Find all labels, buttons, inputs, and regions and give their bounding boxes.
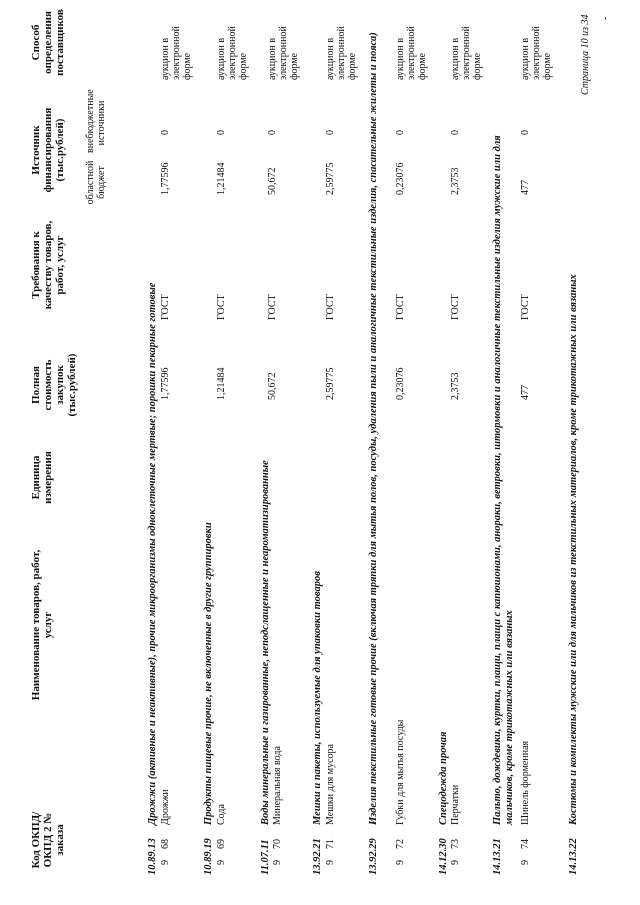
group-code: 14.13.21: [492, 838, 503, 875]
row-num: 9: [272, 860, 283, 865]
row-num: 9: [395, 860, 406, 865]
row-total: 2,3753: [450, 372, 461, 400]
header-source: Источник финансирования (тыс.рублей): [30, 107, 66, 193]
group-code: 14.12.30: [438, 838, 449, 875]
header-code: Код ОКПД/ ОКПД 2 № заказа: [30, 811, 66, 869]
row-total: 50,672: [267, 372, 278, 400]
row-method: аукцион в электронной форме: [325, 26, 358, 80]
row-method: аукцион в электронной форме: [160, 26, 193, 80]
row-total: 1,77596: [160, 367, 171, 400]
row-req: ГОСТ: [267, 294, 278, 320]
header-source-extra: внебюджетные источники: [85, 89, 107, 153]
row-order: 68: [160, 839, 171, 849]
row-regional: 2,59775: [325, 162, 336, 195]
row-order: 71: [325, 839, 336, 849]
row-regional: 50,672: [267, 167, 278, 195]
row-extra: 0: [267, 130, 278, 135]
row-name: Минеральная вода: [272, 746, 283, 825]
row-order: 74: [520, 839, 531, 849]
row-req: ГОСТ: [325, 294, 336, 320]
corner-mark: -: [600, 16, 611, 20]
row-method: аукцион в электронной форме: [395, 26, 428, 80]
row-extra: 0: [520, 130, 531, 135]
row-total: 1,21484: [216, 367, 227, 400]
row-regional: 2,3753: [450, 167, 461, 195]
row-method: аукцион в электронной форме: [216, 26, 249, 80]
row-order: 72: [395, 839, 406, 849]
row-extra: 0: [450, 130, 461, 135]
row-extra: 0: [160, 130, 171, 135]
header-requirements: Требования к качеству товаров, работ, услуг: [30, 220, 66, 310]
row-regional: 1,21484: [216, 162, 227, 195]
group-code: 10.89.13: [147, 838, 158, 875]
group-title: Изделия текстильные готовые прочие (включая тряпки для мытья полов, посуды, удаления пыли и аналогичные текстильные изделия, спасательные жилеты и пояса): [368, 32, 379, 825]
row-order: 73: [450, 839, 461, 849]
header-method: Способ определения поставщиков: [30, 9, 66, 76]
row-method: аукцион в электронной форме: [267, 26, 300, 80]
row-method: аукцион в электронной форме: [520, 26, 553, 80]
row-order: 70: [272, 839, 283, 849]
row-num: 9: [216, 860, 227, 865]
row-extra: 0: [325, 130, 336, 135]
row-total: 0,23076: [395, 367, 406, 400]
row-name: Губки для мытья посуды: [395, 719, 406, 825]
header-source-regional: областной бюджет: [85, 160, 107, 205]
row-name: Шинель форменная: [520, 740, 531, 825]
row-regional: 0,23076: [395, 162, 406, 195]
row-extra: 0: [216, 130, 227, 135]
row-total: 477: [520, 385, 531, 400]
header-unit: Единица измерения: [30, 451, 54, 504]
row-regional: 477: [520, 180, 531, 195]
row-name: Дрожжи: [160, 789, 171, 825]
group-code: 10.89.19: [203, 838, 214, 875]
row-req: ГОСТ: [160, 294, 171, 320]
row-num: 9: [325, 860, 336, 865]
group-title: Мешки и пакеты, используемые для упаковки товаров: [312, 571, 323, 825]
header-total: Полная стоимость закупок (тыс.рублей): [30, 353, 78, 417]
row-req: ГОСТ: [520, 294, 531, 320]
row-num: 9: [520, 860, 531, 865]
group-code: 13.92.21: [312, 838, 323, 875]
row-num: 9: [160, 860, 171, 865]
row-name: Мешки для мусора: [325, 744, 336, 825]
row-extra: 0: [395, 130, 406, 135]
row-req: ГОСТ: [450, 294, 461, 320]
row-method: аукцион в электронной форме: [450, 26, 483, 80]
row-name: Сода: [216, 804, 227, 825]
group-title: Продукты пищевые прочие, не включенные в другие группировки: [203, 522, 214, 825]
group-title: Спецодежда прочая: [438, 731, 449, 825]
group-code: 11.07.11: [260, 839, 271, 875]
group-title: Дрожжи (активные и неактивные), прочие микроорганизмы одноклеточные мертвые; порошки пекарные готовые: [147, 282, 158, 825]
group-title: Воды минеральные и газированные, неподслащенные и неароматизированные: [260, 460, 271, 825]
row-order: 69: [216, 839, 227, 849]
row-num: 9: [450, 860, 461, 865]
row-req: ГОСТ: [216, 294, 227, 320]
row-req: ГОСТ: [395, 294, 406, 320]
group-title: Костюмы и комплекты мужские или для мальчиков из текстильных материалов, кроме трикотажных или вязаных: [568, 274, 579, 825]
group-code: 13.92.29: [368, 838, 379, 875]
row-name: Перчатки: [450, 784, 461, 825]
group-code: 14.13.22: [568, 838, 579, 875]
row-regional: 1,77596: [160, 162, 171, 195]
header-name: Наименование товаров, работ, услуг: [30, 549, 54, 701]
page-number: Страница 10 из 34: [580, 14, 591, 95]
group-title: Пальто, дождевики, куртки, плащи, плащи с капюшонами, анораки, ветровки, штормовки и аналогичные текстильные изделия мужские или для мальчиков, кроме трикотажных или вязаных: [492, 135, 515, 825]
row-total: 2,59775: [325, 367, 336, 400]
